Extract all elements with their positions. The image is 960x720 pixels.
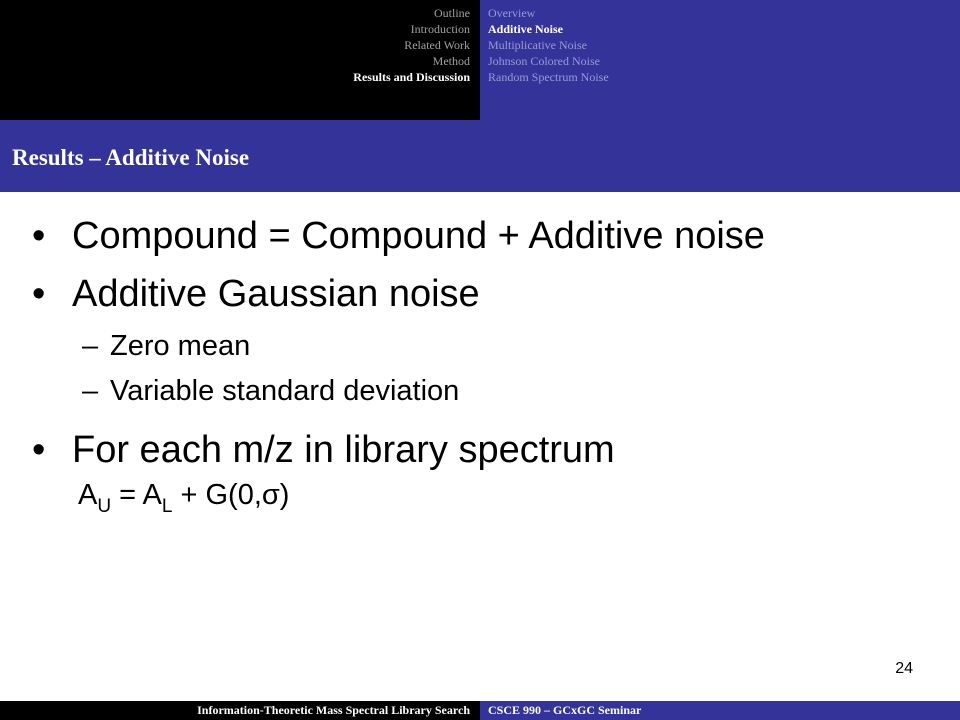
dash-icon: –: [82, 330, 99, 362]
nav-section-results[interactable]: Results and Discussion: [353, 70, 470, 84]
nav-subsection-additive-noise[interactable]: Additive Noise: [488, 22, 563, 36]
bullet-text: Additive Gaussian noise: [72, 273, 480, 315]
formula: [78, 478, 290, 517]
nav-subsection-random-spectrum-noise[interactable]: Random Spectrum Noise: [488, 70, 609, 84]
dash-icon: –: [82, 375, 99, 407]
footer-course-title: CSCE 990 – GCxGC Seminar: [488, 703, 642, 717]
nav-sections-panel: [0, 0, 480, 120]
nav-subsection-multiplicative-noise[interactable]: Multiplicative Noise: [488, 38, 587, 52]
bullet-item: [32, 428, 615, 472]
bullet-icon: •: [32, 215, 46, 257]
formula-lhs: A: [78, 479, 98, 511]
formula-rest: + G(0,σ): [172, 479, 290, 511]
formula-equals: =: [111, 479, 143, 511]
footer-presentation-title: Information-Theoretic Mass Spectral Library Search: [197, 703, 470, 717]
nav-subsections-panel: [480, 0, 960, 120]
nav-subsections: [488, 5, 609, 85]
sub-bullet-item: [82, 374, 460, 408]
nav-section-method[interactable]: Method: [432, 54, 470, 68]
footer-left: [0, 701, 480, 720]
sub-bullet-item: [82, 329, 251, 363]
nav-section-related-work[interactable]: Related Work: [404, 38, 470, 52]
formula-rhs-subscript: L: [161, 496, 173, 517]
bullet-text: For each m/z in library spectrum: [72, 429, 615, 471]
slide-title: Results – Additive Noise: [12, 145, 250, 170]
nav-subsection-johnson-colored-noise[interactable]: Johnson Colored Noise: [488, 54, 600, 68]
slide-number: 24: [895, 660, 913, 677]
nav-section-introduction[interactable]: Introduction: [410, 22, 470, 36]
bullet-icon: •: [32, 273, 46, 315]
sub-bullet-text: Variable standard deviation: [110, 375, 460, 407]
footer-right: [480, 701, 960, 720]
formula-lhs-subscript: U: [97, 496, 112, 517]
sub-bullet-text: Zero mean: [110, 330, 251, 362]
bullet-item: [32, 272, 480, 316]
bullet-item: [32, 214, 765, 258]
nav-section-outline[interactable]: Outline: [434, 6, 470, 20]
bullet-text: Compound = Compound + Additive noise: [72, 215, 765, 257]
nav-sections: [353, 5, 470, 85]
bullet-icon: •: [32, 429, 46, 471]
formula-rhs: A: [142, 479, 162, 511]
nav-subsection-overview[interactable]: Overview: [488, 6, 536, 20]
